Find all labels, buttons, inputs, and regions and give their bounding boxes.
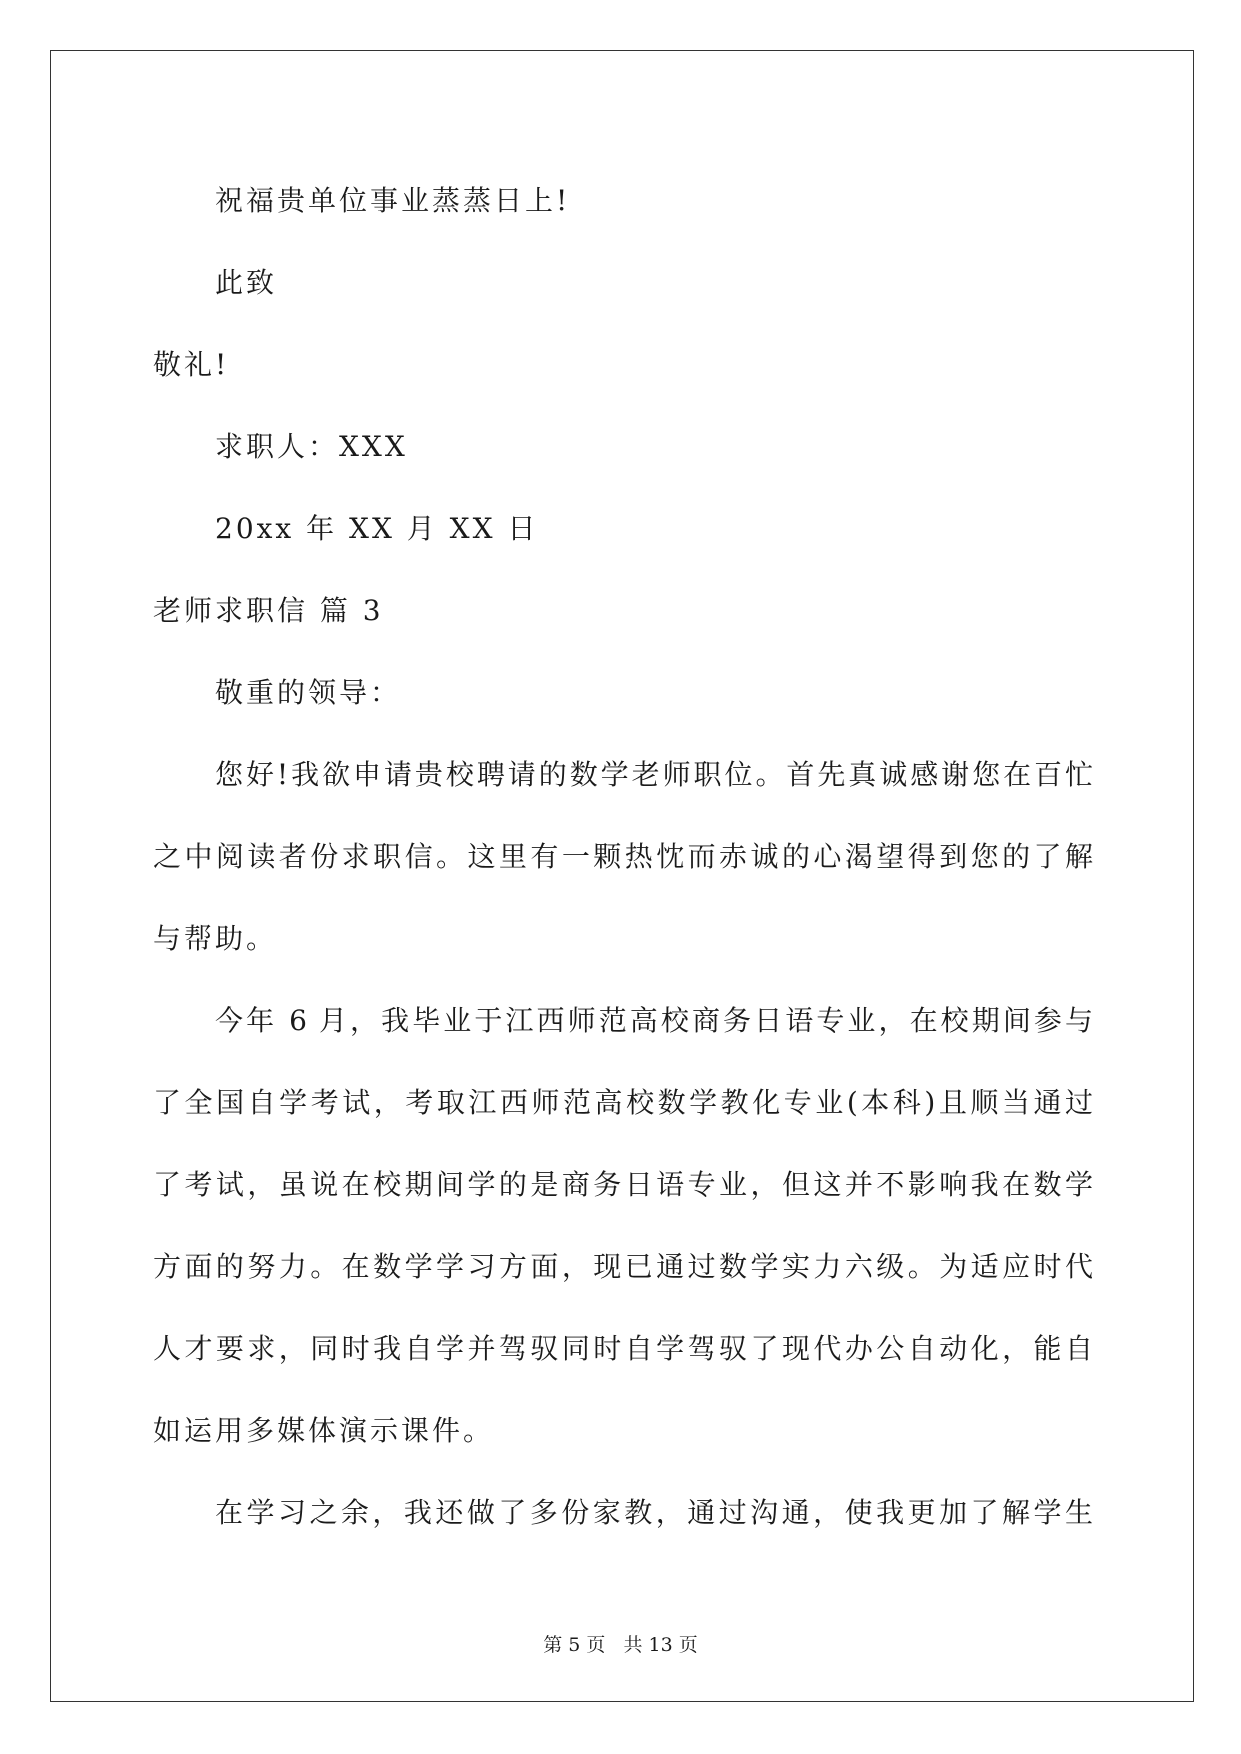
body-line: 敬礼!: [153, 348, 230, 381]
body-line: 今年 6 月，我毕业于江西师范高校商务日语专业，在校期间参与: [215, 1004, 1093, 1037]
body-line: 您好!我欲申请贵校聘请的数学老师职位。首先真诚感谢您在百忙: [215, 758, 1093, 791]
page-footer: [0, 1630, 1241, 1657]
page-total: 共 13 页: [623, 1634, 698, 1656]
body-line: 了全国自学考试，考取江西师范高校数学教化专业(本科)且顺当通过: [153, 1086, 1093, 1119]
document-body: [153, 160, 1093, 1554]
body-line: 如运用多媒体演示课件。: [153, 1414, 495, 1447]
body-line: 方面的努力。在数学学习方面，现已通过数学实力六级。为适应时代: [153, 1250, 1093, 1283]
body-line: 了考试，虽说在校期间学的是商务日语专业，但这并不影响我在数学: [153, 1168, 1093, 1201]
body-line: 在学习之余，我还做了多份家教，通过沟通，使我更加了解学生: [215, 1496, 1093, 1529]
page-number: 第 5 页: [543, 1634, 606, 1656]
section-heading: 老师求职信 篇 3: [153, 594, 384, 627]
body-line: 此致: [215, 266, 278, 299]
body-line: 祝福贵单位事业蒸蒸日上!: [215, 184, 571, 217]
body-line: 人才要求，同时我自学并驾驭同时自学驾驭了现代办公自动化，能自: [153, 1332, 1093, 1365]
body-line: 与帮助。: [153, 922, 278, 955]
body-line: 敬重的领导：: [215, 676, 402, 709]
body-line: 20xx 年 XX 月 XX 日: [215, 512, 539, 545]
body-line: 求职人：XXX: [215, 430, 408, 463]
body-line: 之中阅读者份求职信。这里有一颗热忱而赤诚的心渴望得到您的了解: [153, 840, 1093, 873]
